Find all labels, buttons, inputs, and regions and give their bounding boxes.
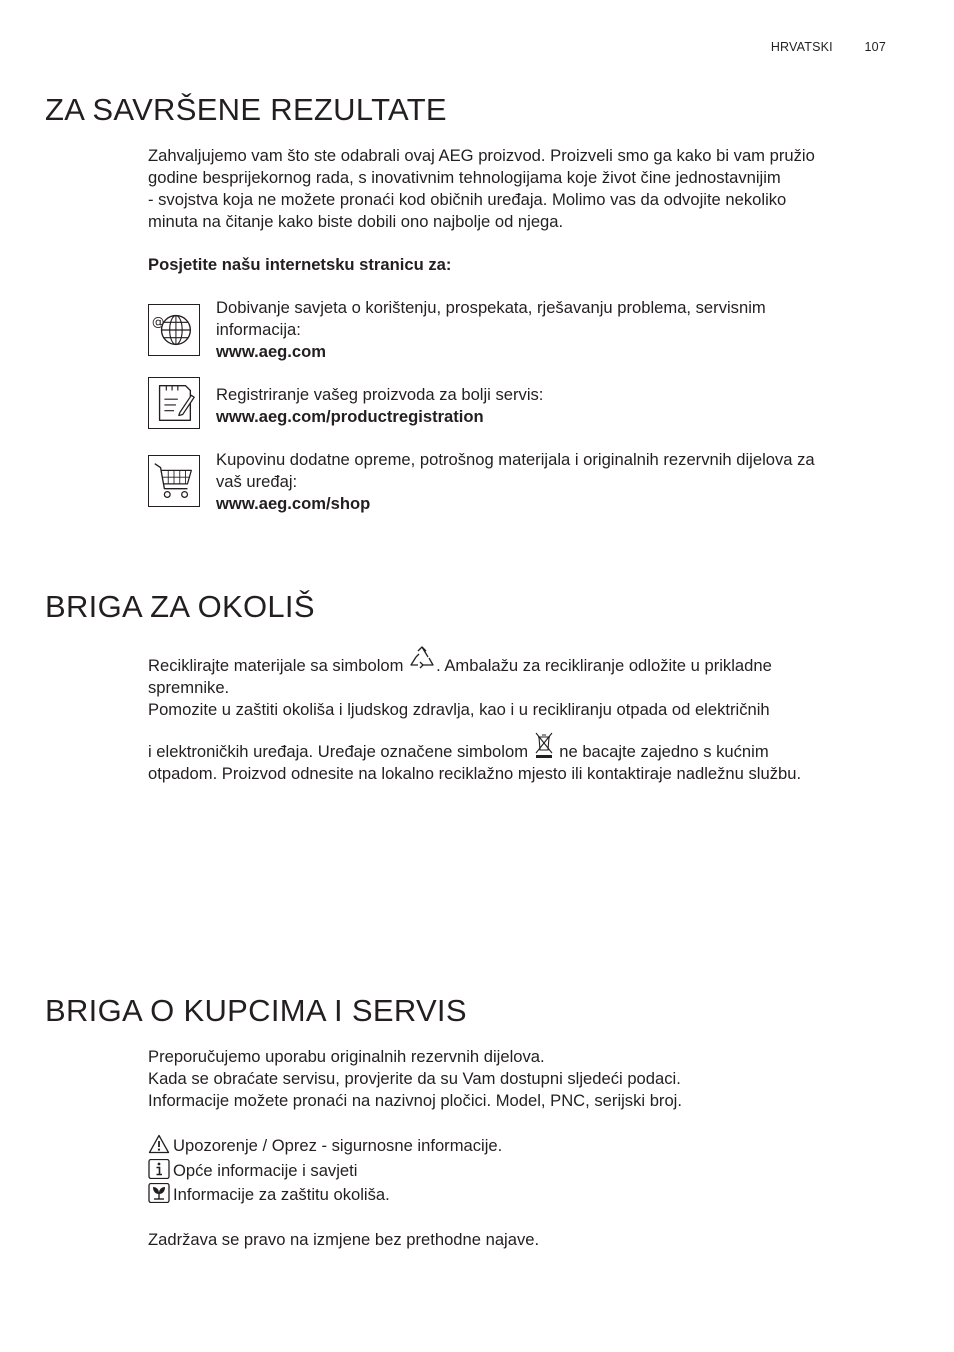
intro-line: - svojstva koja ne možete pronaći kod običnih uređaja. Molimo vas da odvojite nekoliko <box>148 190 787 209</box>
header-language: HRVATSKI <box>770 40 833 54</box>
legend-text: Upozorenje / Oprez - sigurnosne informacije. <box>173 1136 503 1155</box>
link-description: vaš uređaj: <box>216 472 298 491</box>
info-icon <box>148 1159 170 1179</box>
legend-text: Opće informacije i savjeti <box>173 1161 358 1180</box>
environment-text: Reciklirajte materijale sa simbolom <box>148 656 404 675</box>
intro-line: Zahvaljujemo vam što ste odabrali ovaj AEG proizvod. Proizveli smo ga kako bi vam pružio <box>148 146 815 165</box>
environment-paragraph <box>148 646 888 785</box>
service-line: Informacije možete pronaći na nazivnoj pločici. Model, PNC, serijski broj. <box>148 1091 682 1110</box>
intro-line: minuta na čitanje kako biste dobili ono najbolje od njega. <box>148 212 564 231</box>
environment-text: spremnike. <box>148 678 230 697</box>
link-description: informacija: <box>216 320 301 339</box>
service-paragraph <box>148 1046 888 1112</box>
section-title-results: ZA SAVRŠENE REZULTATE <box>45 92 447 127</box>
page-number: 107 <box>864 40 886 54</box>
environment-text: ne bacajte zajedno s kućnim <box>559 742 769 761</box>
link-url-aeg[interactable]: www.aeg.com <box>216 342 327 361</box>
legend-environment <box>148 1183 390 1206</box>
link-url-shop[interactable]: www.aeg.com/shop <box>216 494 371 513</box>
service-line: Kada se obraćate servisu, provjerite da su Vam dostupni sljedeći podaci. <box>148 1069 681 1088</box>
page-header <box>771 40 886 54</box>
environment-text: i elektroničkih uređaja. Uređaje označene simbolom <box>148 742 529 761</box>
link-description: Kupovinu dodatne opreme, potrošnog materijala i originalnih rezervnih dijelova za <box>216 450 815 469</box>
link-item-shop <box>216 449 886 515</box>
link-item-website <box>216 297 886 363</box>
recycle-icon <box>408 646 436 672</box>
section-title-environment: BRIGA ZA OKOLIŠ <box>45 589 315 624</box>
registration-notepad-icon <box>148 377 200 429</box>
link-url-registration[interactable]: www.aeg.com/productregistration <box>216 407 484 426</box>
environment-text: Pomozite u zaštiti okoliša i ljudskog zdravlja, kao i u recikliranju otpada od električnih <box>148 700 770 719</box>
legend-warning <box>148 1134 502 1157</box>
link-item-registration <box>216 384 886 428</box>
intro-paragraph <box>148 145 888 233</box>
link-description: Registriranje vašeg proizvoda za bolji servis: <box>216 385 544 404</box>
environment-text: . Ambalažu za recikliranje odložite u prikladne <box>436 656 772 675</box>
link-description: Dobivanje savjeta o korištenju, prospekata, rješavanju problema, servisnim <box>216 298 766 317</box>
crossed-bin-icon <box>533 731 555 759</box>
shopping-cart-icon <box>148 455 200 507</box>
svg-text:@: @ <box>151 314 165 330</box>
environment-text: otpadom. Proizvod odnesite na lokalno reciklažno mjesto ili kontaktiraje nadležnu službu. <box>148 764 802 783</box>
intro-line: godine besprijekornog rada, s inovativnim tehnologijama koje život čine jednostavnijim <box>148 168 781 187</box>
legend-info <box>148 1159 357 1182</box>
footer-note: Zadržava se pravo na izmjene bez prethodne najave. <box>148 1230 540 1249</box>
section-title-customer-service: BRIGA O KUPCIMA I SERVIS <box>45 993 467 1028</box>
visit-website-label: Posjetite našu internetsku stranicu za: <box>148 255 452 274</box>
globe-at-icon <box>148 304 200 356</box>
legend-text: Informacije za zaštitu okoliša. <box>173 1185 390 1204</box>
warning-triangle-icon <box>148 1134 170 1154</box>
environment-leaf-icon <box>148 1183 170 1203</box>
service-line: Preporučujemo uporabu originalnih rezervnih dijelova. <box>148 1047 545 1066</box>
